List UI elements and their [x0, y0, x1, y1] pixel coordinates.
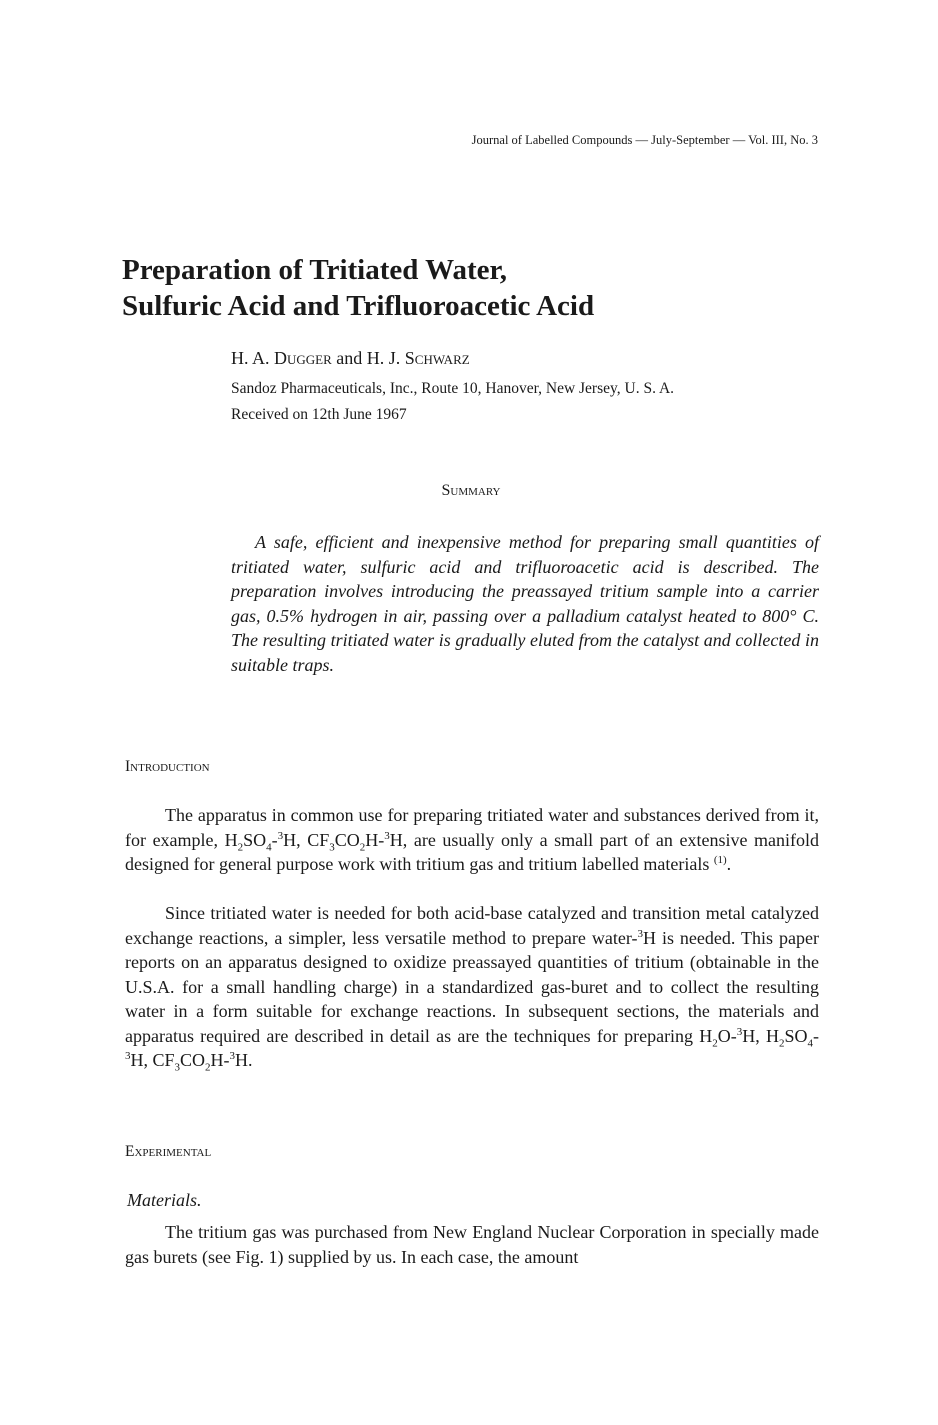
- intro-p2-text-b: H is needed. This paper reports on an apparatus designed to oxidize preassayed quantities of tritium (obtainable in the U.S.A. for a small handling charge) in a standardized gas-buret and to collect the resulting water in a form suitable for exchange reactions. In subsequent sections, the materials and apparatus required are described in detail as are the techniques for preparing: [125, 927, 819, 1046]
- intro-paragraph-2: Since tritiated water is needed for both acid-base catalyzed and transition metal catalyzed exchange reactions, a simpler, less versatile method to prepare water-$^3$H is needed. This paper reports on an apparatus designed to oxidize preassayed quantities of tritium (obtainable in the U.S.A. for a small handling charge) in a standardized gas-buret and to collect the resulting water in a form suitable for exchange reactions. In subsequent sections, the materials and apparatus required are described in detail as are the techniques for preparing $H_2O-^3H$, $H_2SO_4-^3H$, $CF_3CO_2H-^3H$.: [125, 903, 820, 1074]
- intro-p1-text-b: are usually only a small part of an extensive manifold designed for general purpose work with tritium gas and tritium labelled materials: [125, 829, 820, 874]
- author-name: H. A. Dugger: [231, 348, 332, 368]
- experimental-heading: Experimental: [125, 1143, 212, 1160]
- title-line-1: Preparation of Tritiated Water,: [122, 254, 508, 286]
- article-title: [122, 252, 822, 324]
- summary-text: A safe, efficient and inexpensive method for preparing small quantities of tritiated water, sulfuric acid and trifluoroacetic acid is described. The preparation involves introducing the preassayed tritium sample into a carrier gas, 0.5% hydrogen in air, passing over a palladium catalyst heated to 800° C. The resulting tritiated water is gradually eluted from the catalyst and collected in suitable traps.: [231, 532, 819, 675]
- running-head: Journal of Labelled Compounds — July-September — Vol. III, No. 3: [471, 133, 818, 147]
- materials-paragraph: The tritium gas was purchased from New England Nuclear Corporation in specially made gas burets (see Fig. 1) supplied by us. In each case, the amount: [125, 1222, 819, 1267]
- author-line: [231, 348, 470, 369]
- author-joiner: and: [336, 348, 363, 368]
- introduction-heading: Introduction: [125, 758, 210, 775]
- title-line-2: Sulfuric Acid and Trifluoroacetic Acid: [122, 290, 595, 322]
- affiliation: Sandoz Pharmaceuticals, Inc., Route 10, Hanover, New Jersey, U. S. A.: [231, 380, 675, 397]
- intro-paragraph-1: The apparatus in common use for preparing tritiated water and substances derived from it, for example, $H_2SO_4-^3H$, $CF_3CO_2H-^3H$, are usually only a small part of an extensive manifold designed for general purpose work with tritium gas and tritium labelled materials $^{(1)}$.: [125, 805, 820, 874]
- author-name: H. J. Schwarz: [366, 348, 470, 368]
- summary-heading: Summary: [441, 482, 501, 499]
- intro-p1-text-a: The apparatus in common use for preparing tritiated water and substances derived from it, for example,: [125, 805, 819, 850]
- received-date: Received on 12th June 1967: [231, 406, 407, 423]
- materials-subheading: Materials.: [127, 1190, 202, 1210]
- citation-ref: (1): [713, 854, 727, 866]
- intro-p2-text-a: Since tritiated water is needed for both acid-base catalyzed and transition metal catalyzed exchange reactions, a simpler, less versatile method to prepare water-: [125, 903, 819, 948]
